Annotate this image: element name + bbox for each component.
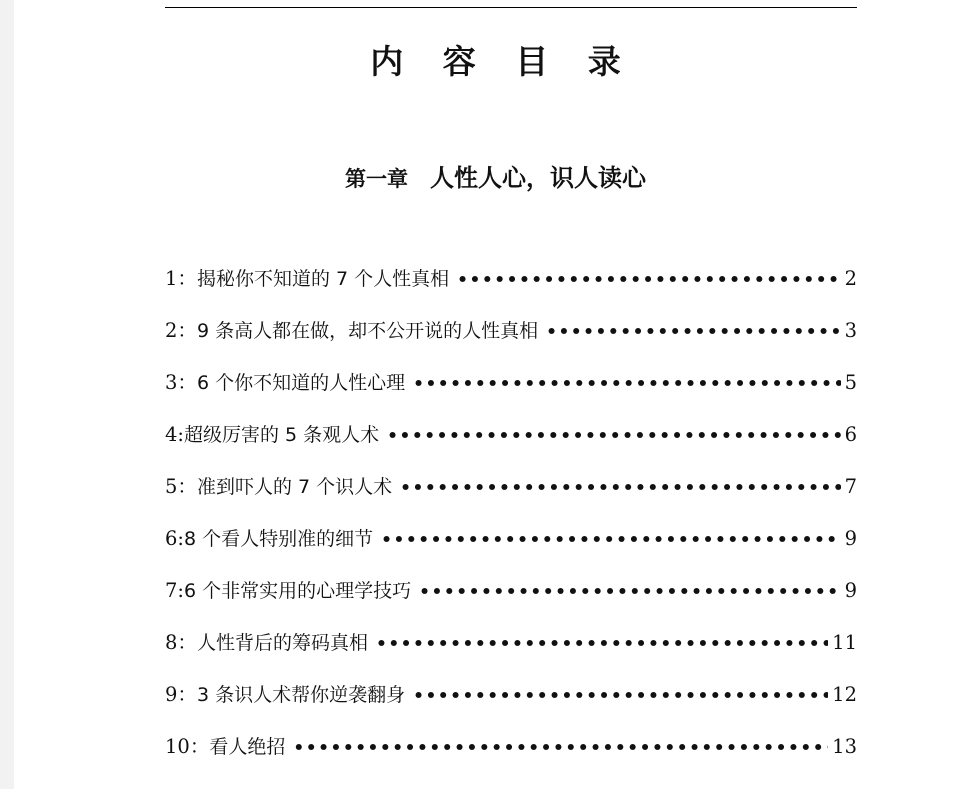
header-rule [165,7,857,8]
toc-entry-title: 9 条高人都在做，却不公开说的人性真相 [196,320,539,342]
toc-entry-index: 2 [165,319,178,342]
toc-entry-separator: ： [177,371,197,394]
dot-leader [387,419,840,453]
dot-leader [413,367,841,401]
toc-entry-page: 6 [844,423,857,446]
toc-entry-separator: : [177,527,184,550]
toc-entry-page: 5 [844,371,857,394]
dot-leader [376,627,828,661]
page-title: 内 容 目 录 [370,42,635,81]
toc-entry-title: 超级厉害的 5 条观人术 [184,424,380,446]
toc-entry[interactable] [165,522,857,574]
toc-entry-separator: ： [177,319,197,342]
dot-leader [400,471,840,505]
dot-leader [293,731,828,765]
toc-entry-index: 4 [165,423,178,446]
toc-entry[interactable] [165,418,857,470]
toc-entry-index: 6 [165,527,178,550]
toc-entry-page: 7 [844,475,857,498]
toc-entry-title: 8 个看人特别准的细节 [184,528,374,550]
toc-entry-page: 3 [844,319,857,342]
toc-entry-title: 6 个非常实用的心理学技巧 [184,580,412,602]
toc-entry-title: 看人绝招 [209,736,286,758]
toc-entry-separator: : [177,579,184,602]
toc-entry-title: 揭秘你不知道的 7 个人性真相 [196,268,450,290]
table-of-contents [165,262,857,782]
toc-entry[interactable] [165,730,857,782]
toc-entry[interactable] [165,314,857,366]
toc-entry-page: 13 [832,735,857,758]
chapter-heading [14,160,977,199]
dot-leader [381,523,840,557]
toc-entry-index: 3 [165,371,178,394]
chapter-number: 第一章 [345,167,408,191]
toc-entry-page: 12 [832,683,857,706]
toc-entry[interactable] [165,470,857,522]
toc-entry-separator: ： [177,267,197,290]
dot-leader [457,263,840,297]
toc-entry-separator: : [177,423,184,446]
chapter-name: 人性人心，识人读心 [430,164,646,192]
toc-entry-separator: ： [177,683,197,706]
toc-entry-index: 7 [165,579,178,602]
toc-entry-page: 9 [844,579,857,602]
toc-entry[interactable] [165,626,857,678]
toc-entry-title: 3 条识人术帮你逆袭翻身 [196,684,406,706]
dot-leader [419,575,840,609]
dot-leader [546,315,841,349]
toc-entry-index: 9 [165,683,178,706]
toc-entry-title: 准到吓人的 7 个识人术 [196,476,393,498]
toc-entry[interactable] [165,678,857,730]
toc-entry-page: 2 [844,267,857,290]
toc-entry-index: 1 [165,267,178,290]
toc-entry[interactable] [165,366,857,418]
toc-entry-page: 11 [832,631,857,654]
toc-entry-title: 人性背后的筹码真相 [196,632,368,654]
toc-entry-separator: ： [177,631,197,654]
toc-entry-index: 10 [165,735,190,758]
toc-entry[interactable] [165,262,857,314]
toc-entry-title: 6 个你不知道的人性心理 [196,372,406,394]
toc-entry-separator: ： [189,735,210,758]
toc-entry[interactable] [165,574,857,626]
toc-entry-index: 5 [165,475,178,498]
toc-entry-separator: ： [177,475,197,498]
document-page [14,0,977,789]
toc-entry-page: 9 [844,527,857,550]
dot-leader [413,679,828,713]
toc-entry-index: 8 [165,631,178,654]
